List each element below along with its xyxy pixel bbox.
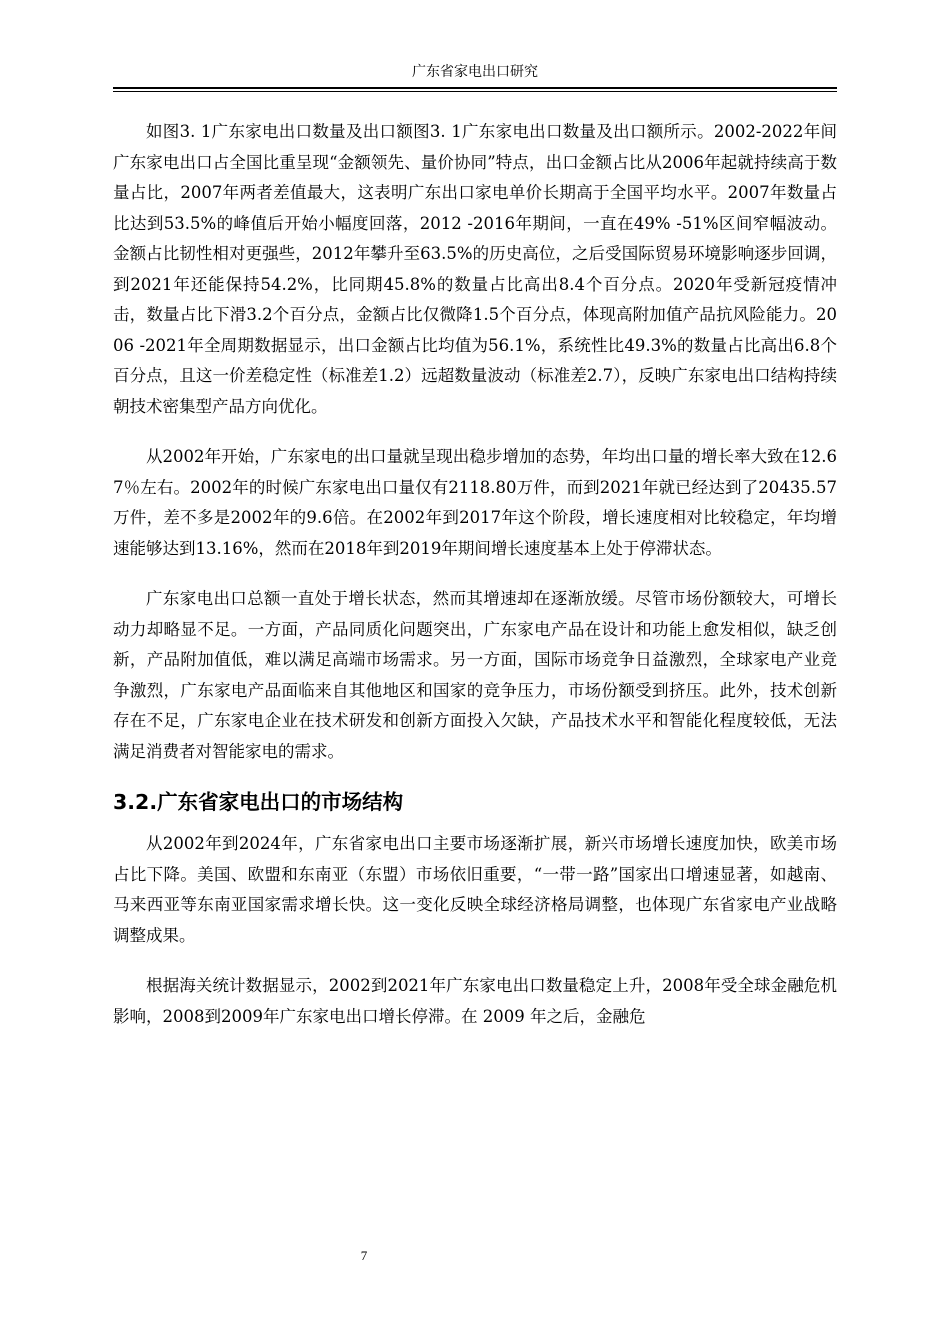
running-header: 广东省家电出口研究 <box>412 64 538 80</box>
page-body <box>113 117 837 1052</box>
header-rule-thick <box>113 87 837 89</box>
page-number: 7 <box>360 1248 368 1263</box>
section-heading: 3.2.广东省家电出口的市场结构 <box>113 790 404 814</box>
body-paragraph: 广东家电出口总额一直处于增长状态，然而其增速却在逐渐放缓。尽管市场份额较大，可增长动力却略显不足。一方面，产品同质化问题突出，广东家电产品在设计和功能上愈发相似，缺乏创新，产品附加值低，难以满足高端市场需求。另一方面，国际市场竞争日益激烈，全球家电产业竞争激烈，广东家电产品面临来自其他地区和国家的竞争压力，市场份额受到挤压。此外，技术创新存在不足，广东家电企业在技术研发和创新方面投入欠缺，产品技术水平和智能化程度较低，无法满足消费者对智能家电的需求。 <box>113 589 837 761</box>
body-paragraph: 从2002年开始，广东家电的出口量就呈现出稳步增加的态势，年均出口量的增长率大致在12.67％左右。2002年的时候广东家电出口量仅有2118.80万件，而到2021年就已经达到了20435.57万件，差不多是2002年的9.6倍。在2002年到2017年这个阶段，增长速度相对比较稳定，年均增速能够达到13.16%，然而在2018年到2019年期间增长速度基本上处于停滞状态。 <box>113 447 837 558</box>
header-rule-thin <box>113 91 837 92</box>
body-paragraph: 如图3. 1广东家电出口数量及出口额图3. 1广东家电出口数量及出口额所示。2002-2022年间广东家电出口占全国比重呈现“金额领先、量价协同”特点，出口金额占比从2006年起就持续高于数量占比，2007年两者差值最大，这表明广东出口家电单价长期高于全国平均水平。2007年数量占比达到53.5%的峰值后开始小幅度回落，2012 -2016年期间，一直在49% -51%区间窄幅波动。金额占比韧性相对更强些，2012年攀升至63.5%的历史高位，之后受国际贸易环境影响逐步回调，到2021年还能保持54.2%，比同期45.8%的数量占比高出8.4个百分点。2020年受新冠疫情冲击，数量占比下滑3.2个百分点，金额占比仅微降1.5个百分点，体现高附加值产品抗风险能力。2006 -2021年全周期数据显示，出口金额占比均值为56.1%，系统性比49.3%的数量占比高出6.8个百分点，且这一价差稳定性（标准差1.2）远超数量波动（标准差2.7），反映广东家电出口结构持续朝技术密集型产品方向优化。 <box>113 122 837 416</box>
body-paragraph: 从2002年到2024年，广东省家电出口主要市场逐渐扩展，新兴市场增长速度加快，欧美市场占比下降。美国、欧盟和东南亚（东盟）市场依旧重要，“一带一路”国家出口增速显著，如越南、马来西亚等东南亚国家需求增长快。这一变化反映全球经济格局调整，也体现广东省家电产业战略调整成果。 <box>113 834 837 945</box>
body-paragraph: 根据海关统计数据显示，2002到2021年广东家电出口数量稳定上升，2008年受全球金融危机影响，2008到2009年广东家电出口增长停滞。在 2009 年之后，金融危 <box>113 976 837 1026</box>
